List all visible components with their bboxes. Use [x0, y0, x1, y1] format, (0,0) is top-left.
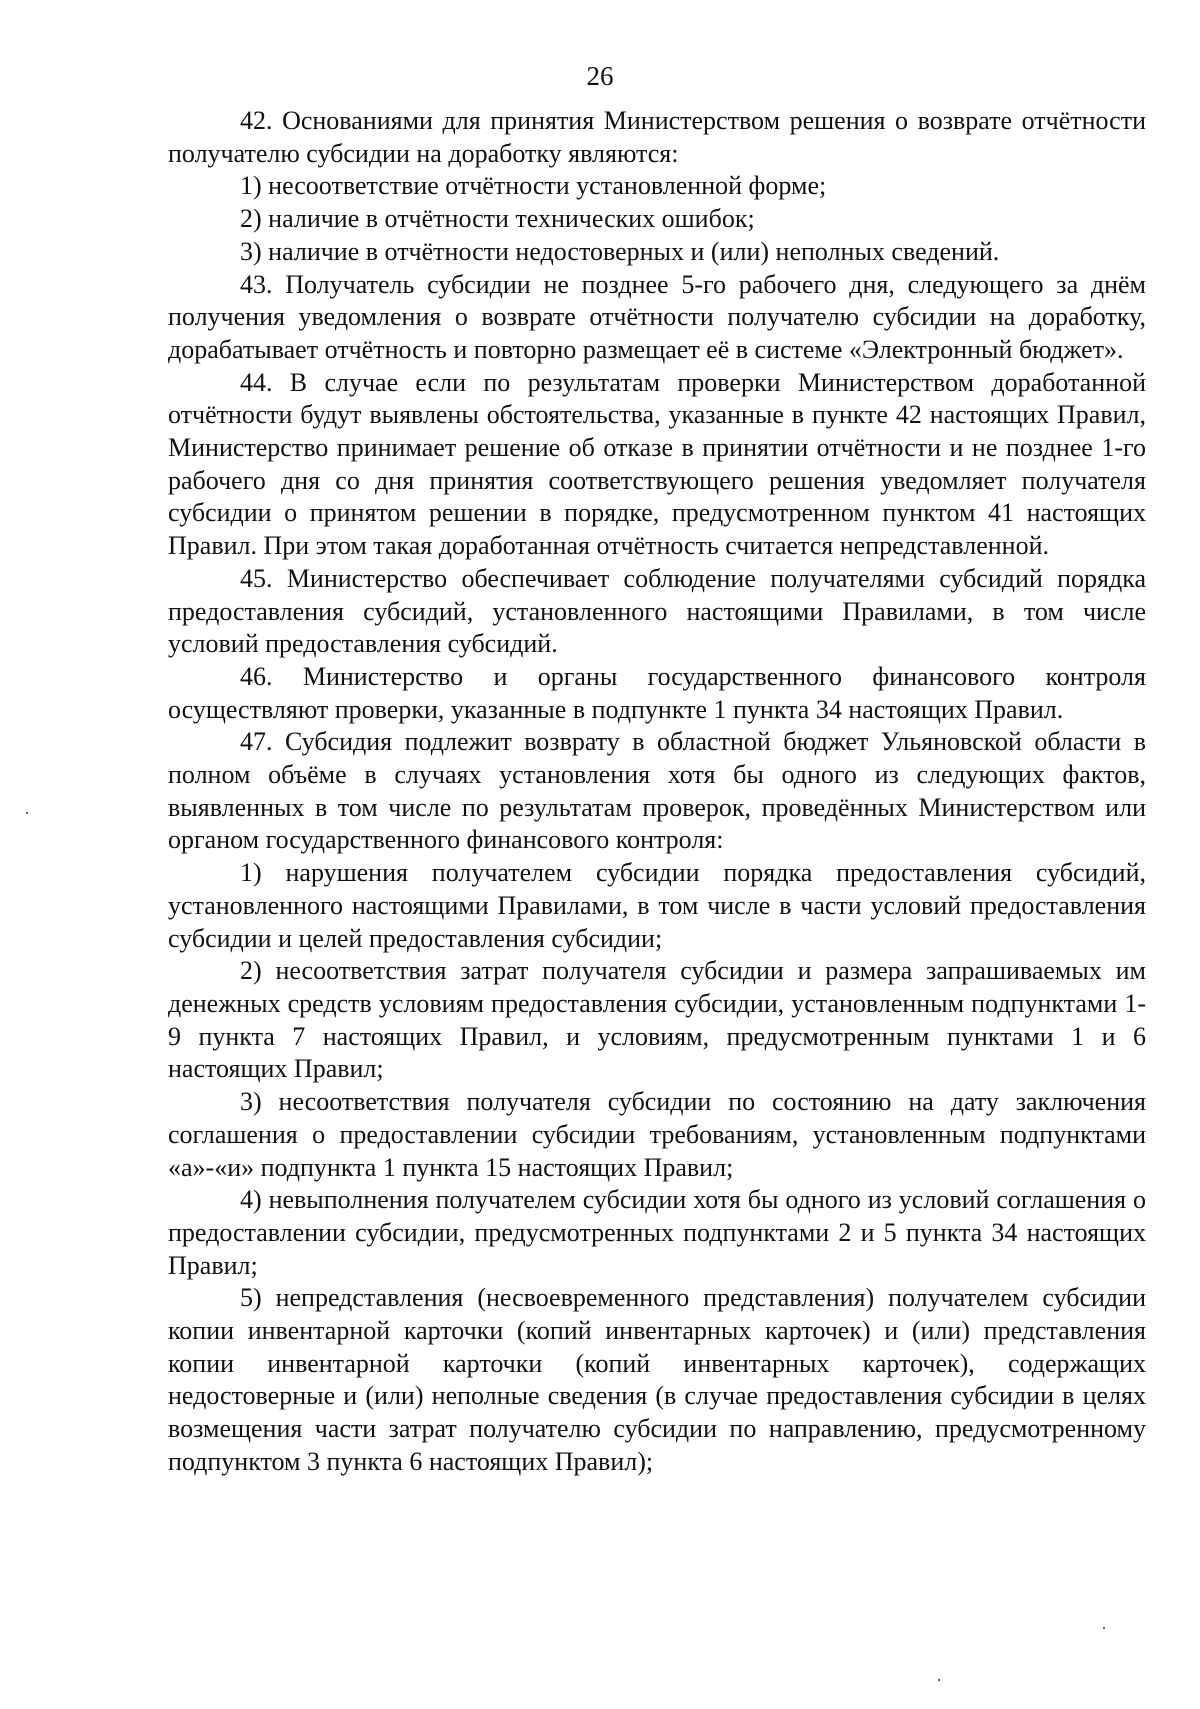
paragraph-42-item-3: 3) наличие в отчётности недостоверных и (или) неполных сведений.	[240, 236, 1000, 266]
paragraph-42: 42. Основаниями для принятия Министерством решения о возврате отчётности получателю субсидии на доработку являются:	[168, 106, 1146, 168]
paragraph-47-item-5: 5) непредставления (несвоевременного представления) получателем субсидии копии инвентарной карточки (копий инвентарных карточек) и (или) представления копии инвентарной карточки (копий инвентарных карточек), содержащих недостоверные и (или) неполные сведения (в случае предоставления субсидии в целях возмещения части затрат получателю субсидии по направлению, предусмотренному подпунктом 3 пункта 6 настоящих Правил);	[168, 1283, 1146, 1476]
paragraph-47-item-4: 4) невыполнения получателем субсидии хотя бы одного из условий соглашения о предоставлении субсидии, предусмотренных подпунктами 2 и 5 пункта 34 настоящих Правил;	[168, 1185, 1146, 1280]
paragraph-42-item-2: 2) наличие в отчётности технических ошибок;	[240, 204, 755, 234]
paragraph-45: 45. Министерство обеспечивает соблюдение получателями субсидий порядка предоставления субсидий, установленного настоящими Правилами, в том числе условий предоставления субсидий.	[168, 563, 1146, 659]
paragraph-46: 46. Министерство и органы государственного финансового контроля осуществляют проверки, указанные в подпункте 1 пункта 34 настоящих Правил.	[168, 661, 1146, 724]
paragraph-47-item-3: 3) несоответствия получателя субсидии по состоянию на дату заключения соглашения о предоставлении субсидии требованиям, установленным подпунктами «а»-«и» подпункта 1 пункта 15 настоящих Правил;	[168, 1087, 1146, 1182]
paragraph-47-item-1: 1) нарушения получателем субсидии порядка предоставления субсидий, установленного настоящими Правилами, в том числе в части условий предоставления субсидии и целей предоставления субсидии;	[168, 858, 1146, 953]
paragraph-47-item-2: 2) несоответствия затрат получателя субсидии и размера запрашиваемых им денежных средств условиям предоставления субсидии, установленным подпунктами 1-9 пункта 7 настоящих Правил, и условиям, предусмотренным пунктами 1 и 6 настоящих Правил;	[168, 956, 1146, 1084]
document-body	[168, 105, 1146, 1479]
scan-speck	[938, 1679, 940, 1681]
scan-speck	[26, 812, 28, 814]
paragraph-42-item-1: 1) несоответствие отчётности установленной форме;	[240, 171, 827, 201]
page-number: 26	[586, 61, 614, 91]
paragraph-47: 47. Субсидия подлежит возврату в областной бюджет Ульяновской области в полном объёме в случаях установления хотя бы одного из следующих фактов, выявленных в том числе по результатам проверок, проведённых Министерством или органом государственного финансового контроля:	[168, 727, 1146, 855]
paragraph-44: 44. В случае если по результатам проверки Министерством доработанной отчётности будут выявлены обстоятельства, указанные в пункте 42 настоящих Правил, Министерство принимает решение об отказе в принятии отчётности и не позднее 1-го рабочего дня со дня принятия соответствующего решения уведомляет получателя субсидии о принятом решении в порядке, предусмотренном пунктом 41 настоящих Правил. При этом такая доработанная отчётность считается непредставленной.	[168, 367, 1146, 561]
paragraph-43: 43. Получатель субсидии не позднее 5-го рабочего дня, следующего за днём получения уведомления о возврате отчётности получателю субсидии на доработку, дорабатывает отчётность и повторно размещает её в системе «Электронный бюджет».	[168, 269, 1146, 364]
scan-speck	[1103, 1627, 1105, 1629]
